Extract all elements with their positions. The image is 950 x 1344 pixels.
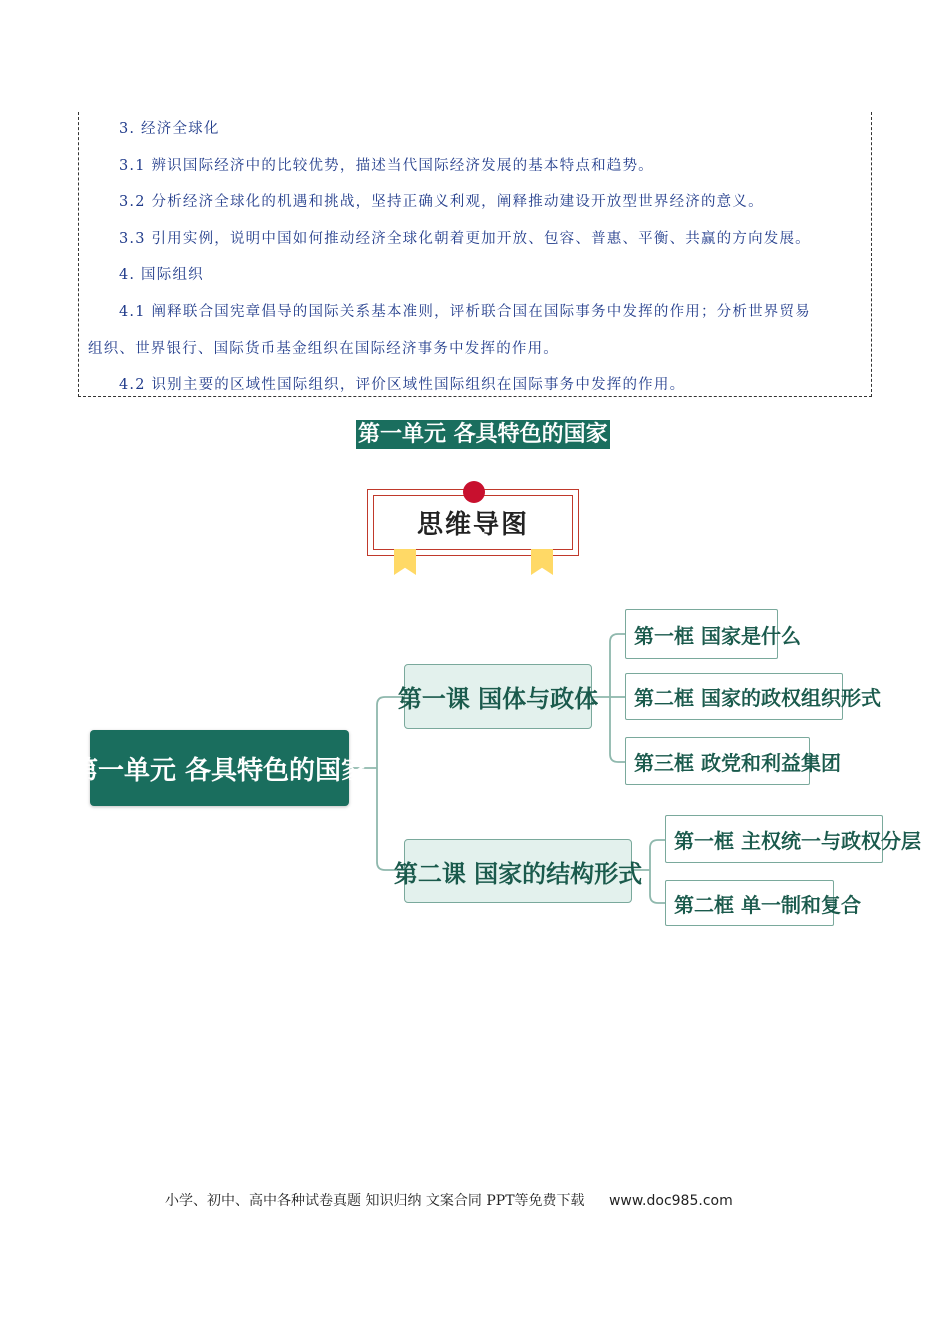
mindmap-frame-node: 第一框 国家是什么 bbox=[625, 609, 778, 659]
mindmap-frame-node: 第三框 政党和利益集团 bbox=[625, 737, 810, 785]
standard-line: 3.2 分析经济全球化的机遇和挑战，坚持正确义利观，阐释推动建设开放型世界经济的意义。 bbox=[119, 194, 764, 210]
unit-heading: 第一单元 各具特色的国家 bbox=[358, 422, 608, 447]
mindmap-frame-node: 第二框 单一制和复合 bbox=[665, 880, 834, 926]
mindmap-lesson-node: 第一课 国体与政体 bbox=[404, 664, 592, 729]
standard-line: 组织、世界银行、国际货币基金组织在国际经济事务中发挥的作用。 bbox=[88, 341, 559, 357]
mindmap-frame-node: 第一框 主权统一与政权分层 bbox=[665, 815, 883, 863]
standard-line: 4.1 阐释联合国宪章倡导的国际关系基本准则，评析联合国在国际事务中发挥的作用；分析世界贸易 bbox=[119, 304, 811, 320]
mindmap-root-node: 第一单元 各具特色的国家 bbox=[90, 730, 349, 806]
standard-line: 4.2 识别主要的区域性国际组织，评价区域性国际组织在国际事务中发挥的作用。 bbox=[119, 377, 686, 393]
footer-link[interactable]: www.doc985.com bbox=[608, 1193, 733, 1209]
connector-root-lesson1 bbox=[377, 697, 404, 870]
standard-line: 3. 经济全球化 bbox=[119, 121, 220, 137]
footer-text: 小学、初中、高中各种试卷真题 知识归纳 文案合同 PPT等免费下载 bbox=[165, 1193, 585, 1209]
connector-lesson1-frames bbox=[610, 634, 625, 762]
mindmap-frame-node: 第二框 国家的政权组织形式 bbox=[625, 673, 843, 720]
standard-line: 4. 国际组织 bbox=[119, 267, 204, 283]
page-footer bbox=[165, 1190, 805, 1210]
standard-line: 3.1 辨识国际经济中的比较优势，描述当代国际经济发展的基本特点和趋势。 bbox=[119, 158, 654, 174]
banner-title: 思维导图 bbox=[416, 510, 529, 540]
connector-lesson2-frames bbox=[650, 840, 665, 903]
mindmap-lesson-node: 第二课 国家的结构形式 bbox=[404, 839, 632, 903]
standard-line: 3.3 引用实例，说明中国如何推动经济全球化朝着更加开放、包容、普惠、平衡、共赢的方向发展。 bbox=[119, 231, 811, 247]
